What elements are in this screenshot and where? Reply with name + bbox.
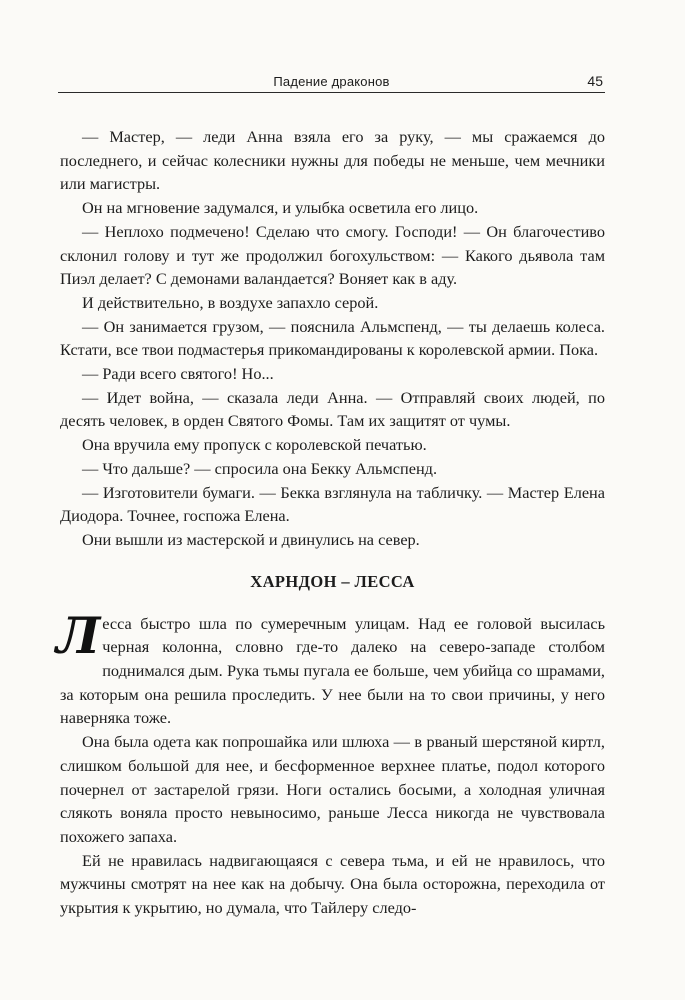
paragraph: Он на мгновение задумался, и улыбка осветила его лицо. (82, 198, 479, 218)
paragraph: — Мастер, — леди Анна взяла его за руку, — мы сражаемся до последнего, и сейчас колесники нужны для победы не меньше, чем мечники или магистры. (60, 127, 605, 194)
paragraph: Она вручила ему пропуск с королевской печатью. (82, 435, 427, 455)
paragraph: — Он занимается грузом, — пояснила Альмспенд, — ты делаешь колеса. Кстати, все твои подмастерья прикомандированы к королевской армии. Пока. (60, 316, 605, 360)
paragraph: — Неплохо подмечено! Сделаю что смогу. Господи! — Он благочестиво склонил голову и тут же продолжил богохульством: — Какого дьявола там Пиэл делает? С демонами валандается? Воняет как в аду. (60, 221, 605, 289)
paragraph: Она была одета как попрошайка или шлюха — в рваный шерстяной киртл, слишком большой для нее, и бесформенное верхнее платье, подол которого почернел от застарелой грязи. Ноги остались босыми, а холодная уличная слякоть воняла просто невыносимо, раньше Лесса никогда не чувствовала похожего запаха. (60, 732, 605, 846)
running-title: Падение драконов (273, 74, 390, 89)
paragraph: — Что дальше? — спросила она Бекку Альмспенд. (82, 458, 438, 478)
section-heading: ХАРНДОН – ЛЕССА (250, 571, 415, 591)
page-header (58, 70, 605, 93)
paragraph: Ей не нравилась надвигающаяся с севера тьма, и ей не нравилось, что мужчины смотрят на нее как на добычу. Она была осторожна, переходила от укрытия к укрытию, но думала, что Тайлеру следо- (60, 850, 605, 918)
paragraph: Они вышли из мастерской и двинулись на север. (82, 529, 420, 549)
body-text (56, 125, 605, 920)
paragraph: — Изготовители бумаги. — Бекка взглянула на табличку. — Мастер Елена Диодора. Точнее, госпожа Елена. (60, 482, 605, 526)
drop-cap: Л (56, 605, 101, 665)
section-first-paragraph (56, 605, 605, 731)
paragraph: — Идет война, — сказала леди Анна. — Отправляй своих людей, по десять человек, в орден Святого Фомы. Там их защитят от чумы. (60, 387, 605, 431)
first-paragraph-text: есса быстро шла по сумеречным улицам. Над ее головой высилась черная колонна, словно где-то далеко на северо-западе столбом поднимался дым. Рука тьмы пугала ее больше, чем убийца со шрамами, за которым она решила проследить. У нее были на то свои причины, у него наверняка тоже. (60, 613, 605, 728)
paragraph: — Ради всего святого! Но... (82, 364, 274, 384)
paragraph: И действительно, в воздухе запахло серой. (82, 292, 379, 312)
page-number: 45 (587, 73, 603, 89)
